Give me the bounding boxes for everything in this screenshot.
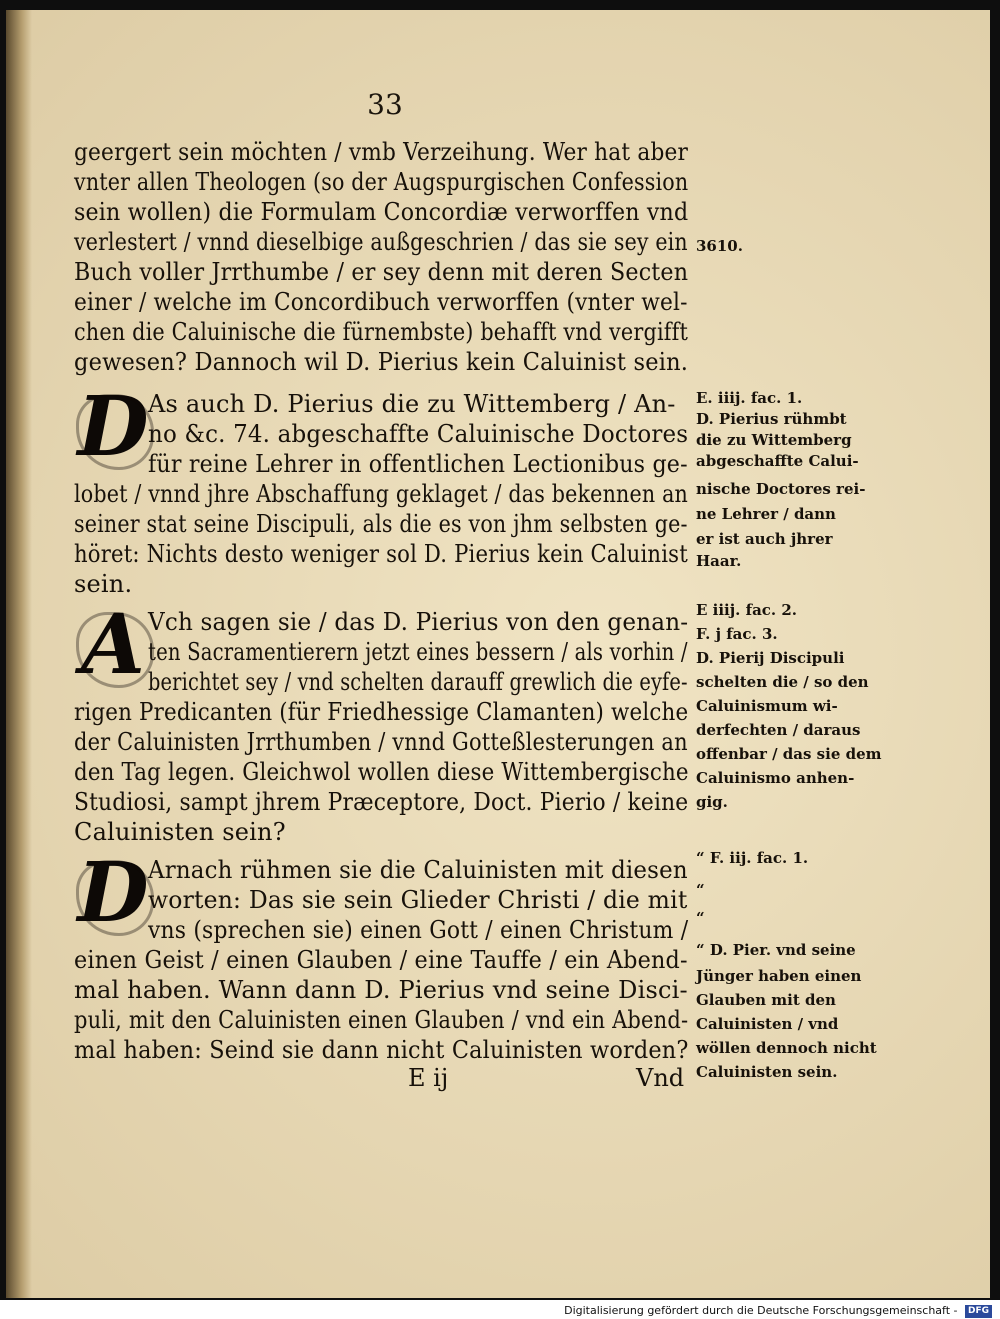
margin-note: “ xyxy=(696,909,705,927)
page-gutter-shadow xyxy=(6,10,32,1298)
text-line: für reine Lehrer in offentlichen Lectionibus ge- xyxy=(148,450,688,478)
margin-note: E iiij. fac. 2. xyxy=(696,601,798,619)
margin-note: nische Doctores rei- xyxy=(696,480,866,498)
text-line: geergert sein möchten / vmb Verzeihung. Wer hat aber xyxy=(74,138,689,166)
text-line: mal haben. Wann dann D. Pierius vnd seine Disci- xyxy=(74,976,688,1004)
drop-cap-initial: D xyxy=(72,852,154,934)
text-line: gewesen? Dannoch wil D. Pierius kein Caluinist sein. xyxy=(74,348,689,376)
margin-note: 3610. xyxy=(696,237,743,255)
catchword: Vnd xyxy=(636,1064,685,1092)
margin-note: offenbar / das sie dem xyxy=(696,745,882,763)
margin-note: Jünger haben einen xyxy=(696,967,862,985)
margin-note: F. j fac. 3. xyxy=(696,625,778,643)
text-line: Arnach rühmen sie die Caluinisten mit diesen xyxy=(148,856,688,884)
text-line: sein wollen) die Formulam Concordiæ verworffen vnd xyxy=(74,198,689,226)
margin-note: Haar. xyxy=(696,552,742,570)
text-line: Caluinisten sein? xyxy=(74,818,286,846)
text-line: verlestert / vnnd dieselbige außgeschrien / das sie sey ein xyxy=(74,228,688,256)
drop-cap-initial: D xyxy=(72,386,154,468)
margin-note: gig. xyxy=(696,793,728,811)
margin-note: Glauben mit den xyxy=(696,991,836,1009)
margin-note: die zu Wittemberg xyxy=(696,431,852,449)
margin-note: er ist auch jhrer xyxy=(696,530,833,548)
text-line: vns (sprechen sie) einen Gott / einen Christum / xyxy=(148,916,689,944)
text-line: chen die Caluinische die fürnembste) behafft vnd vergifft xyxy=(74,318,688,346)
text-line: lobet / vnnd jhre Abschaffung geklaget / das bekennen an xyxy=(74,480,689,508)
text-line: Vch sagen sie / das D. Pierius von den genan- xyxy=(148,608,689,636)
margin-note: “ D. Pier. vnd seine xyxy=(696,941,856,959)
margin-note: Caluinisten sein. xyxy=(696,1063,838,1081)
margin-note: D. Pierius rühmbt xyxy=(696,410,847,428)
drop-cap-initial: A xyxy=(72,604,154,686)
text-line: worten: Das sie sein Glieder Christi / die mit xyxy=(148,886,688,914)
text-line: ten Sacramentierern jetzt eines bessern / als vorhin / xyxy=(148,638,688,666)
text-line: einen Geist / einen Glauben / eine Tauffe / ein Abend- xyxy=(74,946,688,974)
text-line: no &c. 74. abgeschaffte Caluinische Doctores xyxy=(148,420,689,448)
footer-text: Digitalisierung gefördert durch die Deutsche Forschungsgemeinschaft - xyxy=(564,1304,958,1317)
text-line: vnter allen Theologen (so der Augspurgischen Confession xyxy=(74,168,689,196)
text-line: den Tag legen. Gleichwol wollen diese Wittembergische xyxy=(74,758,689,786)
digitization-footer xyxy=(0,1303,992,1319)
margin-note: ne Lehrer / dann xyxy=(696,505,836,523)
signature-mark: E ij xyxy=(408,1064,449,1092)
margin-note: E. iiij. fac. 1. xyxy=(696,389,803,407)
text-line: seiner stat seine Discipuli, als die es von jhm selbsten ge- xyxy=(74,510,688,538)
text-line: einer / welche im Concordibuch verworffen (vnter wel- xyxy=(74,288,688,316)
text-line: As auch D. Pierius die zu Wittemberg / An- xyxy=(148,390,676,418)
text-line: sein. xyxy=(74,570,133,598)
margin-note: Caluinisten / vnd xyxy=(696,1015,839,1033)
text-line: der Caluinisten Jrrthumben / vnnd Gotteßlesterungen an xyxy=(74,728,688,756)
text-line: puli, mit den Caluinisten einen Glauben / vnd ein Abend- xyxy=(74,1006,689,1034)
page-number: 33 xyxy=(367,88,403,121)
margin-note: Caluinismo anhen- xyxy=(696,769,855,787)
dfg-logo-icon: DFG xyxy=(965,1305,992,1318)
text-line: Buch voller Jrrthumbe / er sey denn mit deren Secten xyxy=(74,258,689,286)
margin-note: “ xyxy=(696,881,705,899)
text-line: höret: Nichts desto weniger sol D. Pierius kein Caluinist xyxy=(74,540,688,568)
text-line: Studiosi, sampt jhrem Præceptore, Doct. Pierio / keine xyxy=(74,788,689,816)
margin-note: D. Pierij Discipuli xyxy=(696,649,845,667)
margin-note: schelten die / so den xyxy=(696,673,869,691)
margin-note: derfechten / daraus xyxy=(696,721,861,739)
text-line: rigen Predicanten (für Friedhessige Clamanten) welche xyxy=(74,698,689,726)
margin-note: Caluinismum wi- xyxy=(696,697,838,715)
margin-note: “ F. iij. fac. 1. xyxy=(696,849,809,867)
margin-note: wöllen dennoch nicht xyxy=(696,1039,877,1057)
margin-note: abgeschaffte Calui- xyxy=(696,452,859,470)
text-line: berichtet sey / vnd schelten darauff grewlich die eyfe- xyxy=(148,668,688,696)
text-line: mal haben: Seind sie dann nicht Caluinisten worden? xyxy=(74,1036,689,1064)
